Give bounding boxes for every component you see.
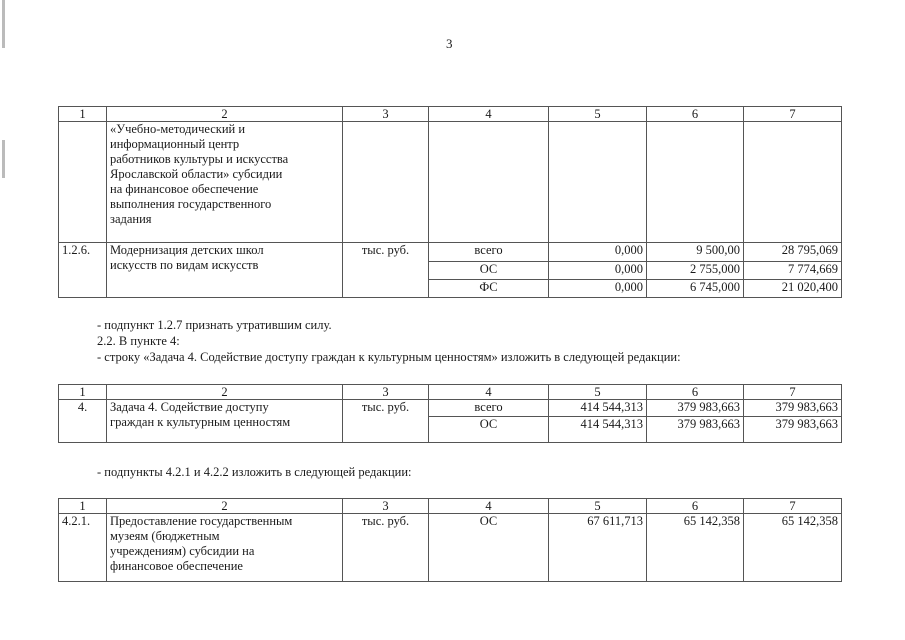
- funding-type: ОС: [429, 262, 549, 280]
- row-unit: тыс. руб.: [343, 243, 429, 298]
- funding-type: ОС: [429, 514, 549, 582]
- value-col5: 0,000: [549, 280, 647, 298]
- page-number: 3: [446, 36, 453, 51]
- col-header-7: 7: [744, 385, 842, 400]
- continuation-text: «Учебно-методический и информационный центр работников культуры и искусства Ярославской области» субсидии на финансовое обеспечение выполнения государственного задания: [107, 122, 343, 243]
- row-name: Задача 4. Содействие доступу граждан к культурным ценностям: [107, 400, 343, 443]
- table-subitems-4-2: [58, 498, 842, 582]
- value-col6: 9 500,00: [647, 243, 744, 262]
- value-col6: 65 142,358: [647, 514, 744, 582]
- table-task-4: [58, 384, 842, 443]
- col-header-5: 5: [549, 107, 647, 122]
- col-header-2: 2: [107, 107, 343, 122]
- funding-type: ОС: [429, 417, 549, 443]
- table-row: [59, 243, 842, 262]
- value-col5: 0,000: [549, 243, 647, 262]
- table-row: [59, 514, 842, 582]
- value-col5: 414 544,313: [549, 400, 647, 417]
- value-col6: 2 755,000: [647, 262, 744, 280]
- row-unit: тыс. руб.: [343, 400, 429, 443]
- table-header-row: [59, 499, 842, 514]
- col-header-3: 3: [343, 385, 429, 400]
- col-header-2: 2: [107, 385, 343, 400]
- scan-margin-mark: [2, 0, 5, 48]
- col-header-7: 7: [744, 107, 842, 122]
- funding-type: всего: [429, 400, 549, 417]
- table-row-continuation: [59, 122, 842, 243]
- table-header-row: [59, 385, 842, 400]
- value-col6: 379 983,663: [647, 400, 744, 417]
- table-header-row: [59, 107, 842, 122]
- value-col6: 379 983,663: [647, 417, 744, 443]
- col-header-1: 1: [59, 385, 107, 400]
- paragraph-1: - подпункт 1.2.7 признать утратившим силу.: [97, 318, 332, 332]
- value-col5: 414 544,313: [549, 417, 647, 443]
- value-col5: 67 611,713: [549, 514, 647, 582]
- row-name: Модернизация детских школ искусств по видам искусств: [107, 243, 343, 298]
- value-col7: 21 020,400: [744, 280, 842, 298]
- col-header-4: 4: [429, 499, 549, 514]
- value-col5: 0,000: [549, 262, 647, 280]
- col-header-5: 5: [549, 499, 647, 514]
- col-header-6: 6: [647, 107, 744, 122]
- value-col7: 379 983,663: [744, 400, 842, 417]
- table-program-1: [58, 106, 842, 298]
- col-header-3: 3: [343, 107, 429, 122]
- col-header-2: 2: [107, 499, 343, 514]
- col-header-1: 1: [59, 499, 107, 514]
- row-number: 4.: [59, 400, 107, 443]
- value-col6: 6 745,000: [647, 280, 744, 298]
- col-header-4: 4: [429, 385, 549, 400]
- paragraph-2: 2.2. В пункте 4:: [97, 334, 180, 348]
- scan-margin-mark: [2, 140, 5, 178]
- row-unit: тыс. руб.: [343, 514, 429, 582]
- col-header-5: 5: [549, 385, 647, 400]
- col-header-3: 3: [343, 499, 429, 514]
- value-col7: 28 795,069: [744, 243, 842, 262]
- col-header-6: 6: [647, 499, 744, 514]
- funding-type: ФС: [429, 280, 549, 298]
- col-header-1: 1: [59, 107, 107, 122]
- row-name: Предоставление государственным музеям (бюджетным учреждениям) субсидии на финансовое обеспечение: [107, 514, 343, 582]
- value-col7: 379 983,663: [744, 417, 842, 443]
- value-col7: 7 774,669: [744, 262, 842, 280]
- col-header-7: 7: [744, 499, 842, 514]
- row-number: 4.2.1.: [59, 514, 107, 582]
- value-col7: 65 142,358: [744, 514, 842, 582]
- funding-type: всего: [429, 243, 549, 262]
- paragraph-4: - подпункты 4.2.1 и 4.2.2 изложить в следующей редакции:: [97, 465, 412, 479]
- row-number: 1.2.6.: [59, 243, 107, 298]
- paragraph-3: - строку «Задача 4. Содействие доступу граждан к культурным ценностям» изложить в следующей редакции:: [97, 350, 681, 364]
- table-row: [59, 400, 842, 417]
- col-header-4: 4: [429, 107, 549, 122]
- col-header-6: 6: [647, 385, 744, 400]
